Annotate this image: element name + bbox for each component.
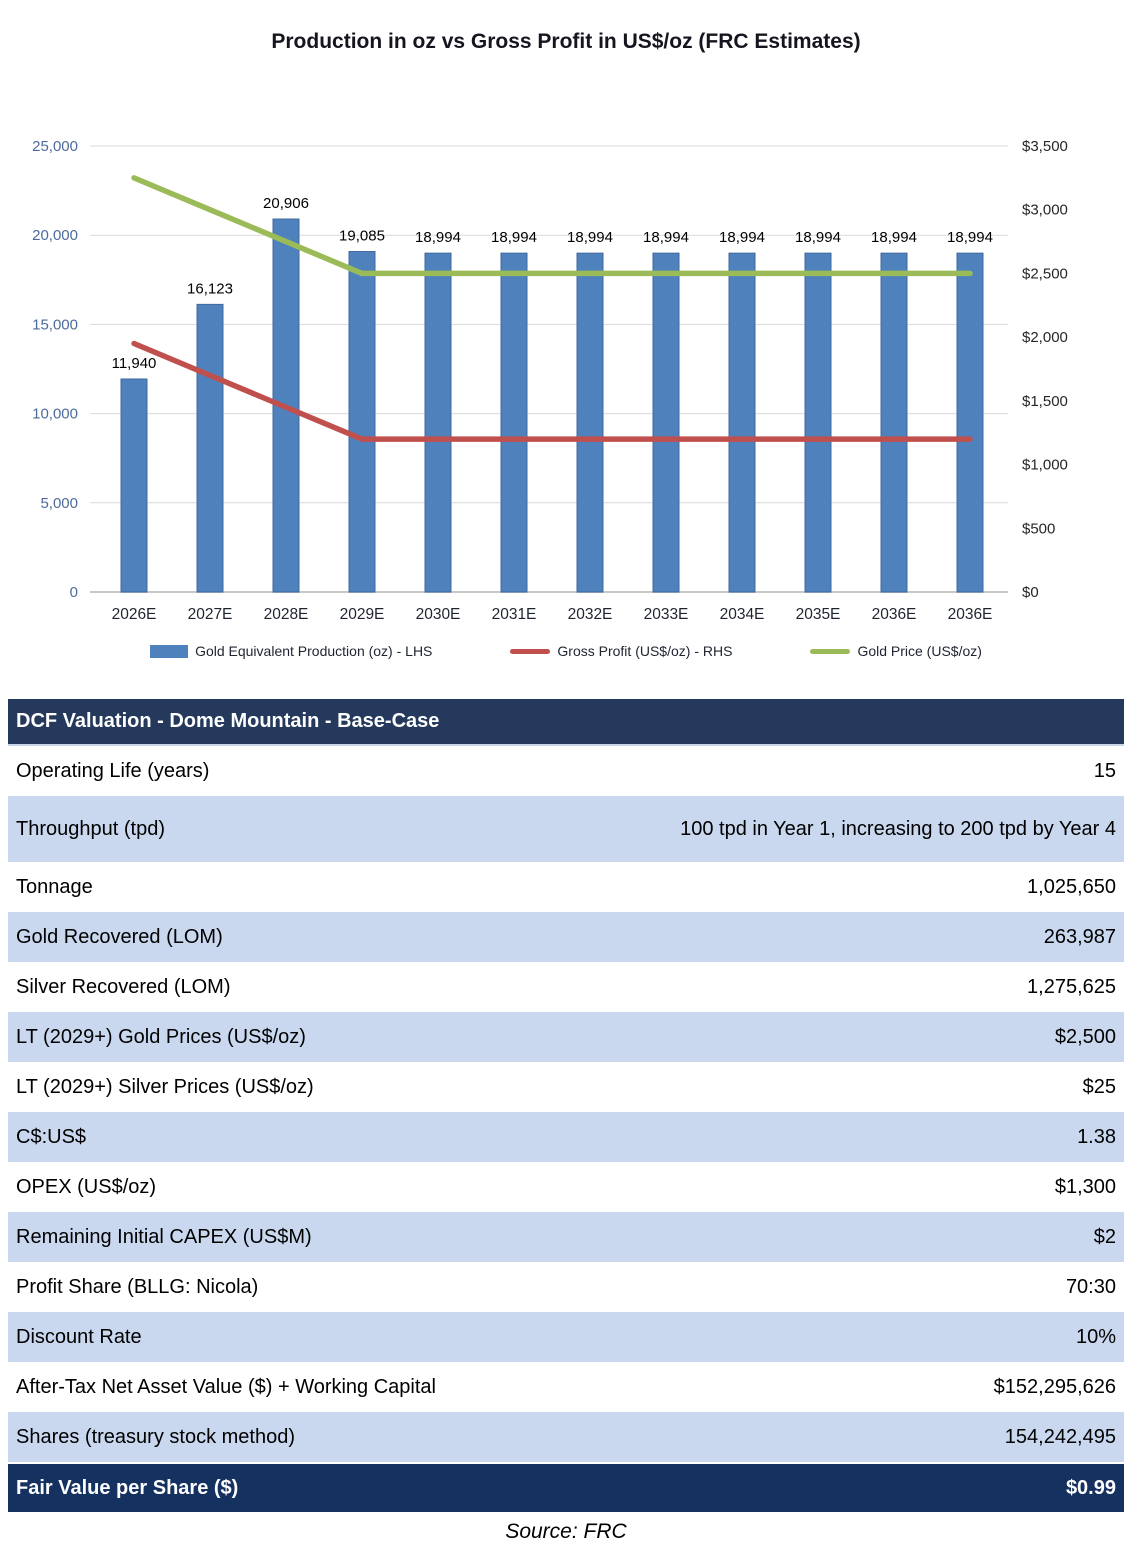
bar-data-label: 18,994 xyxy=(947,229,993,247)
bar xyxy=(501,253,527,592)
bar xyxy=(349,252,375,592)
bar xyxy=(729,253,755,592)
table-row xyxy=(8,796,1124,862)
table-row xyxy=(8,1212,1124,1262)
left-axis-tick: 0 xyxy=(69,584,78,601)
row-value: 154,242,495 xyxy=(1004,1425,1116,1448)
legend-item xyxy=(810,643,981,659)
left-axis-tick: 10,000 xyxy=(32,405,78,423)
bar xyxy=(805,253,831,592)
table-row xyxy=(8,1262,1124,1312)
table-row xyxy=(8,1112,1124,1162)
row-value: $25 xyxy=(1082,1075,1116,1098)
legend-label: Gold Price (US$/oz) xyxy=(857,643,982,659)
table-row xyxy=(8,1362,1124,1412)
chart-title: Production in oz vs Gross Profit in US$/oz (FRC Estimates) xyxy=(271,30,861,53)
bar-data-label: 18,994 xyxy=(871,229,917,247)
x-axis-tick: 2033E xyxy=(643,606,689,623)
bar-data-label: 18,994 xyxy=(719,229,765,247)
row-label: Remaining Initial CAPEX (US$M) xyxy=(16,1225,312,1248)
table-header: DCF Valuation - Dome Mountain - Base-Case xyxy=(8,699,1124,746)
legend-line-swatch-icon xyxy=(510,649,550,654)
row-label: After-Tax Net Asset Value ($) + Working Capital xyxy=(16,1375,436,1398)
x-axis-tick: 2031E xyxy=(491,606,537,623)
legend-label: Gross Profit (US$/oz) - RHS xyxy=(557,643,733,659)
table-row xyxy=(8,1312,1124,1362)
bar xyxy=(425,253,451,592)
row-label: Discount Rate xyxy=(16,1325,142,1348)
bar-data-label: 18,994 xyxy=(643,229,689,247)
row-value: 1,275,625 xyxy=(1027,975,1116,998)
bar-data-label: 18,994 xyxy=(415,229,461,247)
table-row xyxy=(8,1464,1124,1512)
row-value: 263,987 xyxy=(1043,925,1116,948)
row-label: Fair Value per Share ($) xyxy=(16,1476,239,1499)
row-label: Tonnage xyxy=(16,875,93,898)
line-series xyxy=(134,178,970,274)
row-label: LT (2029+) Gold Prices (US$/oz) xyxy=(16,1025,306,1048)
row-value: 70:30 xyxy=(1065,1275,1116,1298)
bar-data-label: 18,994 xyxy=(491,229,537,247)
left-axis-tick: 20,000 xyxy=(32,227,78,245)
x-axis-tick: 2032E xyxy=(567,606,613,623)
line-series xyxy=(134,344,970,440)
row-label: Silver Recovered (LOM) xyxy=(16,975,231,998)
bar xyxy=(881,253,907,592)
production-chart xyxy=(0,0,1132,665)
row-value: 100 tpd in Year 1, increasing to 200 tpd by Year 4 xyxy=(680,817,1116,840)
table-row xyxy=(8,1162,1124,1212)
row-value: 15 xyxy=(1093,759,1116,782)
table-row xyxy=(8,912,1124,962)
left-axis-tick: 5,000 xyxy=(40,494,78,512)
bar xyxy=(957,253,983,592)
x-axis-tick: 2036E xyxy=(871,606,917,623)
table-row xyxy=(8,1062,1124,1112)
row-value: $2,500 xyxy=(1054,1025,1116,1048)
left-axis-tick: 25,000 xyxy=(32,138,78,155)
row-value: 1,025,650 xyxy=(1027,875,1116,898)
row-value: $0.99 xyxy=(1065,1476,1116,1499)
bar-data-label: 18,994 xyxy=(795,229,841,247)
bar xyxy=(653,253,679,592)
row-value: $2 xyxy=(1093,1225,1116,1248)
x-axis-tick: 2030E xyxy=(415,606,461,623)
row-value: 10% xyxy=(1075,1325,1116,1348)
row-label: Throughput (tpd) xyxy=(16,817,165,840)
x-axis-tick: 2026E xyxy=(111,606,157,623)
row-label: Gold Recovered (LOM) xyxy=(16,925,223,948)
table-row xyxy=(8,1412,1124,1462)
row-label: Shares (treasury stock method) xyxy=(16,1425,295,1448)
right-axis-tick: $3,000 xyxy=(1022,201,1068,219)
right-axis-tick: $3,500 xyxy=(1022,138,1068,155)
bar xyxy=(197,304,223,592)
x-axis-tick: 2028E xyxy=(263,606,309,623)
row-label: OPEX (US$/oz) xyxy=(16,1175,157,1198)
right-axis-tick: $0 xyxy=(1022,584,1039,601)
row-label: Operating Life (years) xyxy=(16,759,210,782)
row-value: $152,295,626 xyxy=(993,1375,1116,1398)
row-label: LT (2029+) Silver Prices (US$/oz) xyxy=(16,1075,314,1098)
row-label: Profit Share (BLLG: Nicola) xyxy=(16,1275,259,1298)
row-value: 1.38 xyxy=(1077,1125,1116,1148)
table-body xyxy=(8,746,1124,1512)
right-axis-tick: $2,000 xyxy=(1022,329,1068,347)
x-axis-tick: 2034E xyxy=(719,606,765,623)
bar xyxy=(121,379,147,592)
bar-data-label: 11,940 xyxy=(111,354,157,372)
right-axis-tick: $1,500 xyxy=(1022,392,1068,410)
legend-line-swatch-icon xyxy=(810,649,850,654)
left-axis-tick: 15,000 xyxy=(32,316,78,334)
chart-svg xyxy=(0,56,1132,631)
table-row xyxy=(8,1012,1124,1062)
row-value: $1,300 xyxy=(1054,1175,1116,1198)
legend-item xyxy=(510,643,732,659)
table-row xyxy=(8,962,1124,1012)
table-row xyxy=(8,862,1124,912)
bar-data-label: 18,994 xyxy=(567,229,613,247)
right-axis-tick: $2,500 xyxy=(1022,265,1068,283)
table-row xyxy=(8,746,1124,796)
row-label: C$:US$ xyxy=(16,1125,87,1148)
source-caption: Source: FRC xyxy=(505,1520,627,1543)
bar-data-label: 19,085 xyxy=(339,227,385,245)
dcf-valuation-table xyxy=(8,699,1124,1512)
legend-bar-swatch-icon xyxy=(150,645,188,658)
x-axis-tick: 2029E xyxy=(339,606,385,623)
right-axis-tick: $1,000 xyxy=(1022,456,1068,474)
bar-data-label: 16,123 xyxy=(187,280,233,298)
x-axis-tick: 2036E xyxy=(947,606,993,623)
legend-label: Gold Equivalent Production (oz) - LHS xyxy=(195,643,433,659)
x-axis-tick: 2027E xyxy=(187,606,233,623)
chart-plot-area xyxy=(0,56,1132,631)
x-axis-tick: 2035E xyxy=(795,606,841,623)
bar xyxy=(577,253,603,592)
legend-item xyxy=(150,643,432,659)
bar-data-label: 20,906 xyxy=(263,195,309,213)
right-axis-tick: $500 xyxy=(1022,520,1056,538)
chart-legend xyxy=(0,637,1132,665)
